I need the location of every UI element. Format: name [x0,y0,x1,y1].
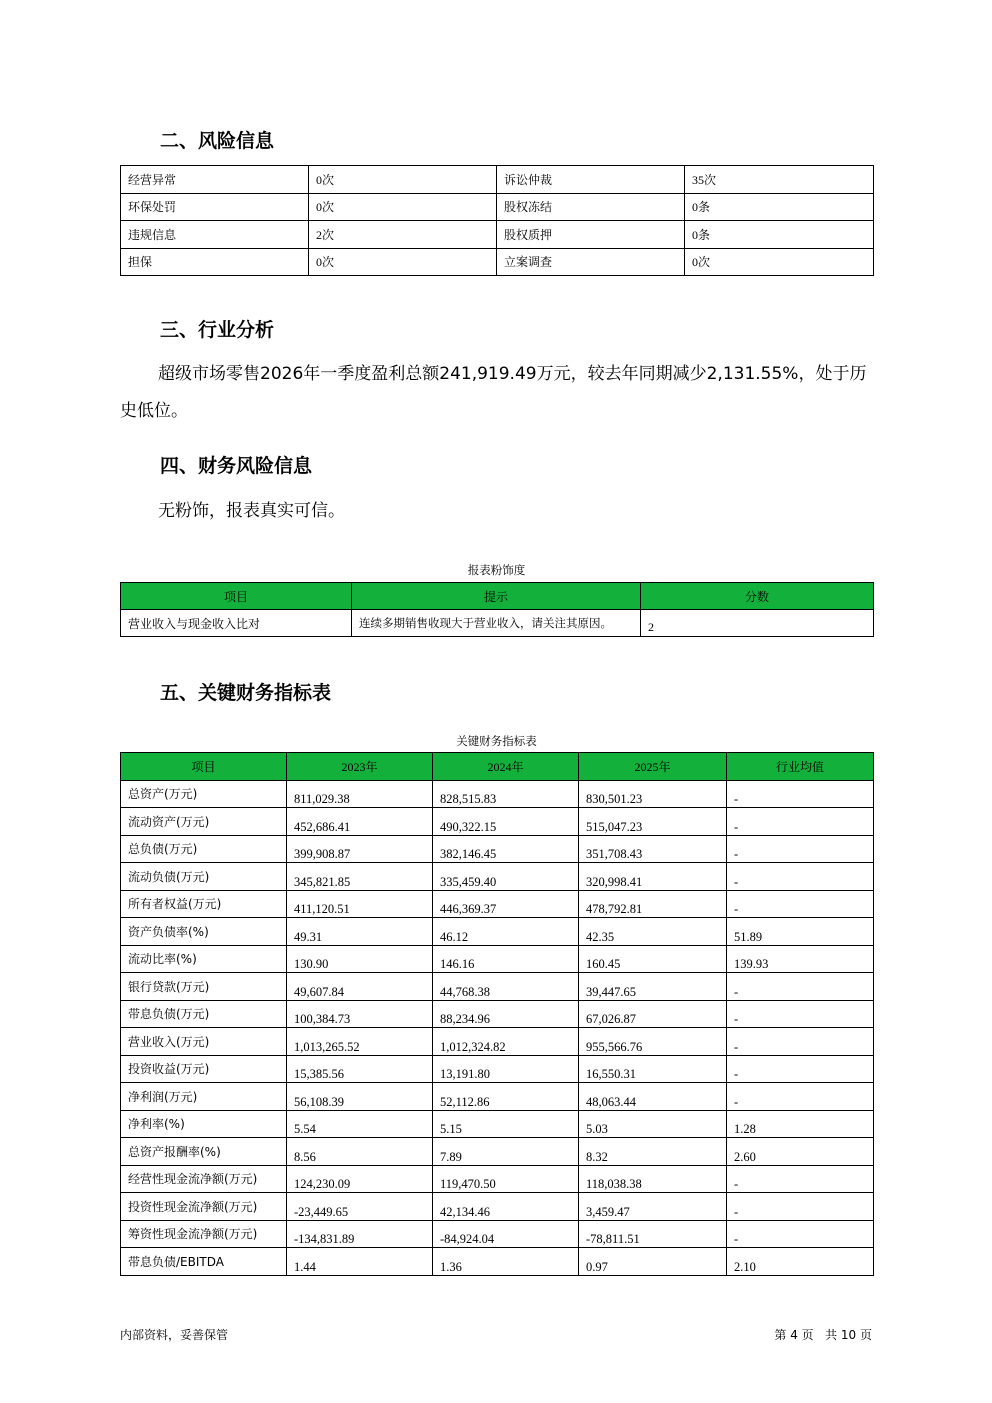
risk-label: 经营异常 [121,166,309,194]
section-title-key-fin: 五、关键财务指标表 [160,682,332,704]
metric-value: - [727,1000,874,1028]
metric-value: 16,550.31 [579,1055,727,1083]
table-row [121,1248,874,1276]
metric-value: 955,566.76 [579,1028,727,1056]
metric-value: -23,449.65 [287,1193,433,1221]
table-row [121,835,874,863]
metric-value: 49,607.84 [287,973,433,1001]
risk-label: 股权质押 [497,221,685,249]
metric-label: 流动比率(%) [121,945,287,973]
metric-label: 资产负债率(%) [121,918,287,946]
key-table-header-row [121,753,874,781]
table-row [121,780,874,808]
metric-value: 67,026.87 [579,1000,727,1028]
table-row [121,890,874,918]
header-cell: 2024年 [433,753,579,781]
metric-value: 1.44 [287,1248,433,1276]
metric-value: 8.56 [287,1138,433,1166]
metric-value: - [727,1220,874,1248]
metric-value: 2.10 [727,1248,874,1276]
metric-value: 478,792.81 [579,890,727,918]
metric-value: 119,470.50 [433,1165,579,1193]
risk-value: 0次 [685,248,874,276]
whitewash-tip: 连续多期销售收现大于营业收入，请关注其原因。 [352,610,641,637]
risk-label: 环保处罚 [121,193,309,221]
risk-table [120,165,874,276]
metric-value: 1,012,324.82 [433,1028,579,1056]
section-title-fin-risk: 四、财务风险信息 [160,455,313,477]
table-row [121,863,874,891]
metric-label: 流动资产(万元) [121,808,287,836]
metric-value: - [727,835,874,863]
metric-value: -84,924.04 [433,1220,579,1248]
table-row [121,973,874,1001]
metric-value: 5.15 [433,1110,579,1138]
metric-value: 452,686.41 [287,808,433,836]
risk-value: 0次 [309,248,497,276]
metric-value: 1.28 [727,1110,874,1138]
metric-value: 2.60 [727,1138,874,1166]
table-row [121,1083,874,1111]
metric-value: 0.97 [579,1248,727,1276]
metric-value: 335,459.40 [433,863,579,891]
metric-label: 所有者权益(万元) [121,890,287,918]
header-cell: 2023年 [287,753,433,781]
metric-value: 48,063.44 [579,1083,727,1111]
metric-value: 130.90 [287,945,433,973]
metric-value: - [727,1165,874,1193]
metric-value: 5.03 [579,1110,727,1138]
table-row [121,1193,874,1221]
metric-value: 490,322.15 [433,808,579,836]
metric-value: - [727,863,874,891]
metric-value: 139.93 [727,945,874,973]
metric-label: 经营性现金流净额(万元) [121,1165,287,1193]
risk-label: 股权冻结 [497,193,685,221]
metric-value: 811,029.38 [287,780,433,808]
metric-value: 830,501.23 [579,780,727,808]
metric-value: 1,013,265.52 [287,1028,433,1056]
metric-label: 投资性现金流净额(万元) [121,1193,287,1221]
metric-value: - [727,973,874,1001]
risk-value: 0次 [309,193,497,221]
metric-value: 320,998.41 [579,863,727,891]
metric-value: 828,515.83 [433,780,579,808]
key-financial-table [120,752,874,1276]
metric-label: 营业收入(万元) [121,1028,287,1056]
whitewash-caption: 报表粉饰度 [467,563,526,577]
metric-value: 446,369.37 [433,890,579,918]
table-row [121,918,874,946]
metric-value: - [727,1055,874,1083]
metric-label: 净利率(%) [121,1110,287,1138]
metric-label: 银行贷款(万元) [121,973,287,1001]
risk-row [121,221,874,249]
table-row [121,1110,874,1138]
metric-value: - [727,890,874,918]
metric-label: 总负债(万元) [121,835,287,863]
risk-label: 违规信息 [121,221,309,249]
metric-value: 345,821.85 [287,863,433,891]
metric-label: 总资产报酬率(%) [121,1138,287,1166]
risk-value: 0次 [309,166,497,194]
table-row [121,1055,874,1083]
metric-label: 投资收益(万元) [121,1055,287,1083]
table-row [121,1220,874,1248]
risk-row [121,193,874,221]
metric-value: 146.16 [433,945,579,973]
risk-label: 立案调查 [497,248,685,276]
footer-page-number: 第 4 页 共 10 页 [774,1328,872,1342]
metric-value: 382,146.45 [433,835,579,863]
metric-value: - [727,1083,874,1111]
metric-value: 13,191.80 [433,1055,579,1083]
metric-value: 52,112.86 [433,1083,579,1111]
metric-value: -134,831.89 [287,1220,433,1248]
header-cell: 提示 [352,583,641,610]
metric-value: - [727,1193,874,1221]
header-cell: 行业均值 [727,753,874,781]
header-cell: 分数 [641,583,874,610]
metric-value: 42,134.46 [433,1193,579,1221]
whitewash-header-row [121,583,874,610]
header-cell: 项目 [121,753,287,781]
metric-value: 15,385.56 [287,1055,433,1083]
metric-value: - [727,1028,874,1056]
risk-value: 2次 [309,221,497,249]
metric-label: 带息负债/EBITDA [121,1248,287,1276]
table-row [121,1000,874,1028]
section-title-industry: 三、行业分析 [160,319,275,341]
metric-value: -78,811.51 [579,1220,727,1248]
metric-value: - [727,808,874,836]
metric-value: 56,108.39 [287,1083,433,1111]
whitewash-score: 2 [641,610,874,637]
metric-value: 399,908.87 [287,835,433,863]
metric-value: 44,768.38 [433,973,579,1001]
metric-label: 净利润(万元) [121,1083,287,1111]
risk-row [121,166,874,194]
table-row [121,1165,874,1193]
risk-label: 诉讼仲裁 [497,166,685,194]
metric-value: 39,447.65 [579,973,727,1001]
metric-value: 124,230.09 [287,1165,433,1193]
metric-value: 88,234.96 [433,1000,579,1028]
metric-value: 3,459.47 [579,1193,727,1221]
header-cell: 2025年 [579,753,727,781]
whitewash-table [120,582,874,637]
metric-value: 51.89 [727,918,874,946]
metric-value: 351,708.43 [579,835,727,863]
metric-value: 160.45 [579,945,727,973]
metric-value: 118,038.38 [579,1165,727,1193]
table-row [121,808,874,836]
fin-risk-paragraph: 无粉饰，报表真实可信。 [158,501,345,521]
table-row [121,1028,874,1056]
risk-row [121,248,874,276]
metric-value: 8.32 [579,1138,727,1166]
section-title-risk: 二、风险信息 [160,130,275,152]
footer-left: 内部资料，妥善保管 [120,1328,229,1342]
whitewash-item: 营业收入与现金收入比对 [121,610,352,637]
metric-label: 带息负债(万元) [121,1000,287,1028]
risk-value: 0条 [685,221,874,249]
metric-label: 流动负债(万元) [121,863,287,891]
table-row [121,1138,874,1166]
metric-value: - [727,780,874,808]
metric-label: 总资产(万元) [121,780,287,808]
metric-value: 1.36 [433,1248,579,1276]
key-table-caption: 关键财务指标表 [456,734,537,748]
metric-value: 49.31 [287,918,433,946]
risk-value: 35次 [685,166,874,194]
industry-paragraph: 超级市场零售2026年一季度盈利总额241,919.49万元，较去年同期减少2,131.55%，处于历史低位。 [120,364,867,421]
metric-value: 515,047.23 [579,808,727,836]
metric-value: 100,384.73 [287,1000,433,1028]
metric-value: 411,120.51 [287,890,433,918]
whitewash-row [121,610,874,637]
risk-label: 担保 [121,248,309,276]
header-cell: 项目 [121,583,352,610]
metric-value: 7.89 [433,1138,579,1166]
metric-value: 42.35 [579,918,727,946]
metric-label: 筹资性现金流净额(万元) [121,1220,287,1248]
metric-value: 46.12 [433,918,579,946]
metric-value: 5.54 [287,1110,433,1138]
risk-value: 0条 [685,193,874,221]
table-row [121,945,874,973]
